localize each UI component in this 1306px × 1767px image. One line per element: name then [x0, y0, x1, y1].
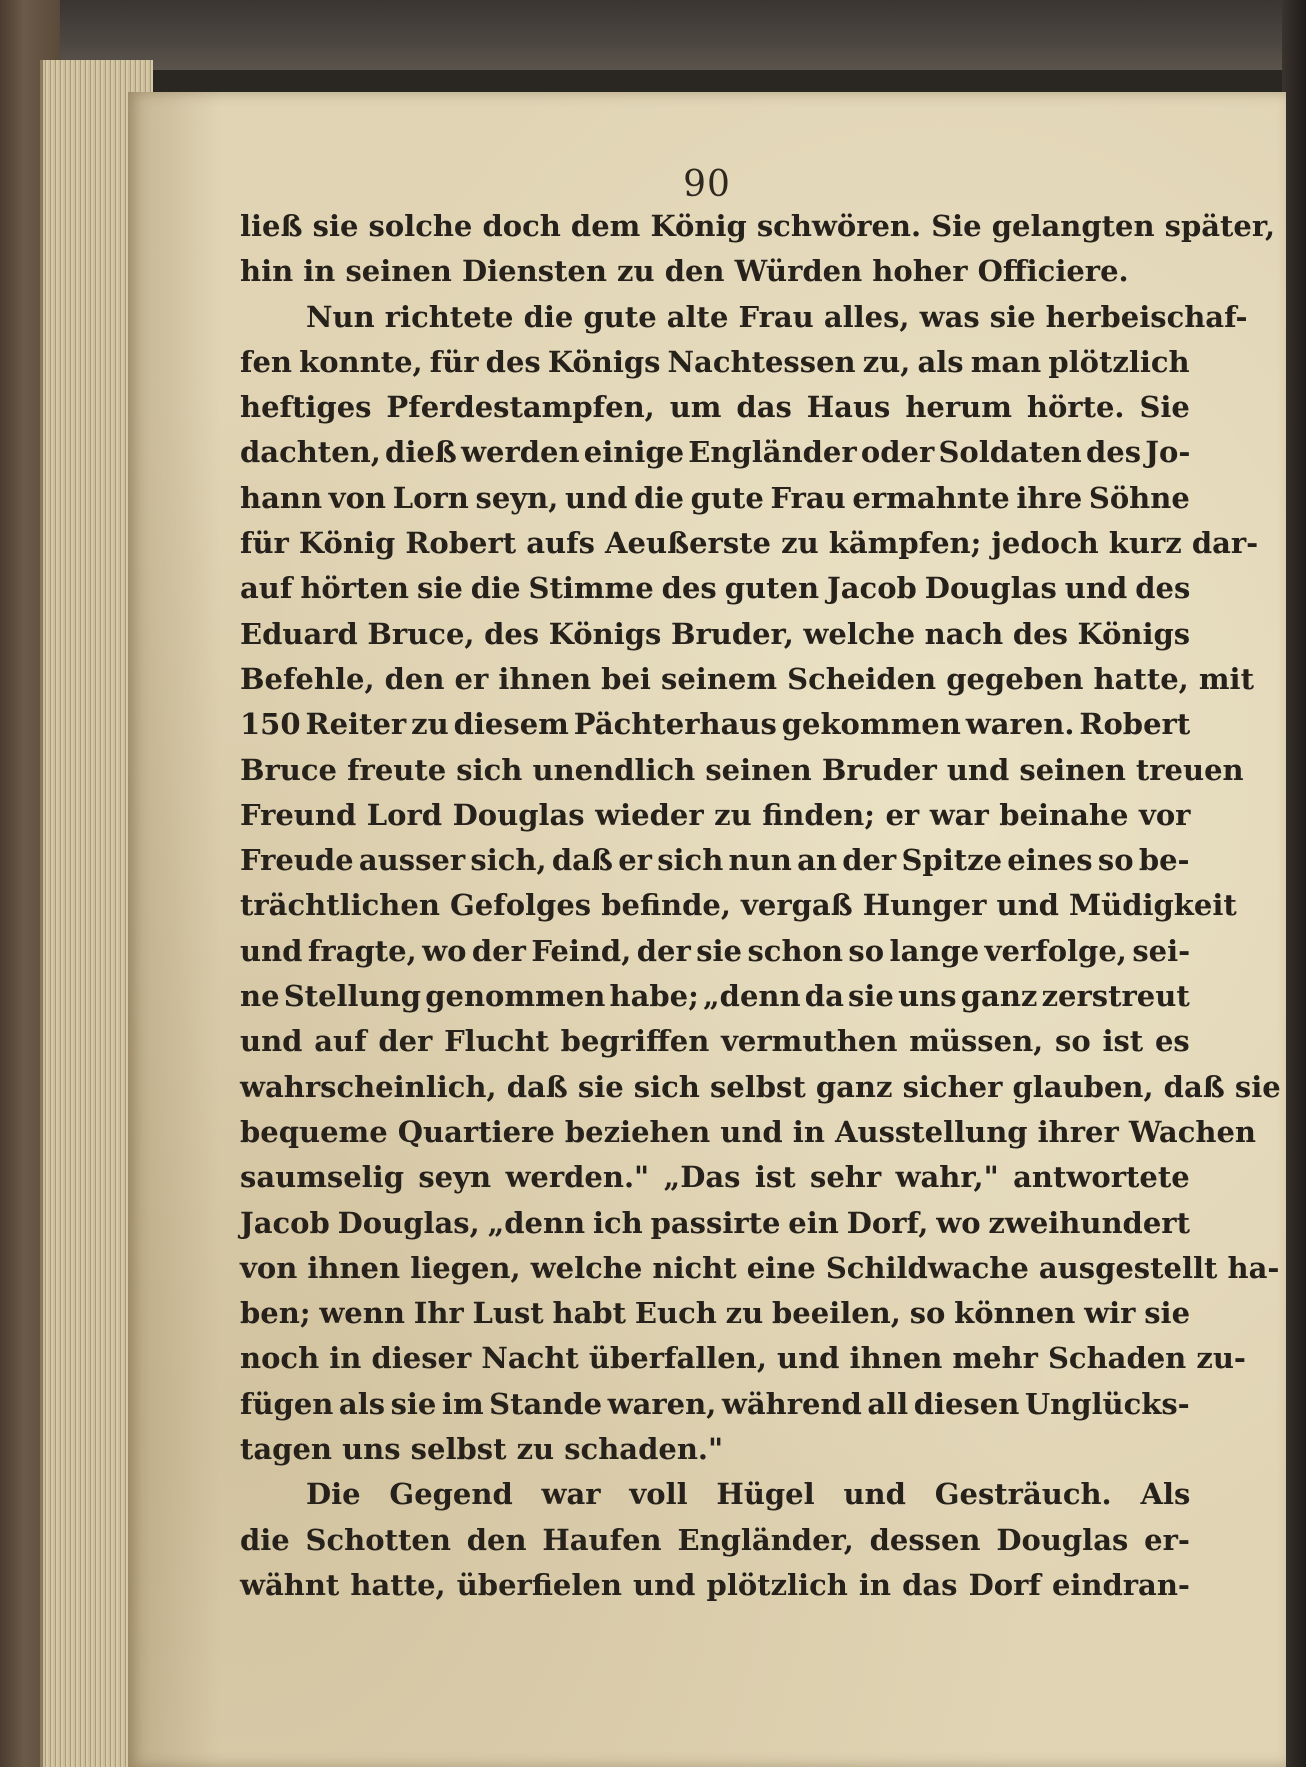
text-line: für König Robert aufs Aeußerste zu kämpfen; jedoch kurz dar- [240, 526, 1259, 561]
text-line: Freund Lord Douglas wieder zu finden; er war beinahe vor [240, 797, 1191, 832]
text-line: hann von Lorn seyn, und die gute Frau ermahnte ihre Söhne [240, 480, 1190, 515]
text-line: saumselig seyn werden." „Das ist sehr wahr," antwortete [240, 1160, 1190, 1195]
text-line: bequeme Quartiere beziehen und in Ausstellung ihrer Wachen [240, 1114, 1256, 1149]
text-line: Nun richtete die gute alte Frau alles, was sie herbeischaf- [306, 299, 1248, 334]
text-line: Bruce freute sich unendlich seinen Bruder und seinen treuen [240, 752, 1244, 787]
text-line: 150 Reiter zu diesem Pächterhaus gekommen waren. Robert [240, 707, 1191, 742]
text-line: die Schotten den Haufen Engländer, dessen Douglas er- [240, 1522, 1190, 1557]
text-line: fügen als sie im Stande waren, während all diesen Unglücks- [240, 1386, 1190, 1421]
text-line: ne Stellung genommen habe; „denn da sie uns ganz zerstreut [240, 979, 1190, 1014]
text-line: wähnt hatte, überfielen und plötzlich in das Dorf eindran- [240, 1567, 1190, 1602]
text-line: noch in dieser Nacht überfallen, und ihnen mehr Schaden zu- [240, 1341, 1246, 1376]
text-line: trächtlichen Gefolges befinde, vergaß Hunger und Müdigkeit [240, 888, 1237, 923]
text-line: wahrscheinlich, daß sie sich selbst ganz sicher glauben, daß sie [240, 1069, 1281, 1104]
text-line: heftiges Pferdestampfen, um das Haus herum hörte. Sie [240, 390, 1190, 425]
body-text [240, 204, 1281, 1608]
text-line: Die Gegend war voll Hügel und Gesträuch. Als [306, 1477, 1191, 1512]
text-line: und auf der Flucht begriffen vermuthen müssen, so ist es [240, 1024, 1190, 1059]
text-line: Eduard Bruce, des Königs Bruder, welche nach des Königs [240, 616, 1191, 651]
text-line: Freude ausser sich, daß er sich nun an der Spitze eines so be- [240, 843, 1190, 878]
text-line: von ihnen liegen, welche nicht eine Schildwache ausgestellt ha- [240, 1250, 1280, 1285]
text-line: hin in seinen Diensten zu den Würden hoher Officiere. [240, 254, 1129, 289]
text-line: ließ sie solche doch dem König schwören. Sie gelangten später, [240, 209, 1276, 243]
text-line: ben; wenn Ihr Lust habt Euch zu beeilen, so können wir sie [240, 1296, 1191, 1331]
text-line: tagen uns selbst zu schaden." [240, 1432, 724, 1467]
book-page [128, 92, 1286, 1767]
text-line: dachten, dieß werden einige Engländer oder Soldaten des Jo- [240, 435, 1191, 470]
text-line: und fragte, wo der Feind, der sie schon so lange verfolge, sei- [240, 933, 1191, 968]
page-number: 90 [683, 164, 731, 205]
text-line: Befehle, den er ihnen bei seinem Scheiden gegeben hatte, mit [240, 661, 1254, 696]
text-line: Jacob Douglas, „denn ich passirte ein Dorf, wo zweihundert [240, 1205, 1190, 1240]
book-cover-top [0, 0, 1306, 70]
text-line: auf hörten sie die Stimme des guten Jacob Douglas und des [240, 571, 1191, 606]
text-line: fen konnte, für des Königs Nachtessen zu, als man plötzlich [240, 344, 1190, 379]
